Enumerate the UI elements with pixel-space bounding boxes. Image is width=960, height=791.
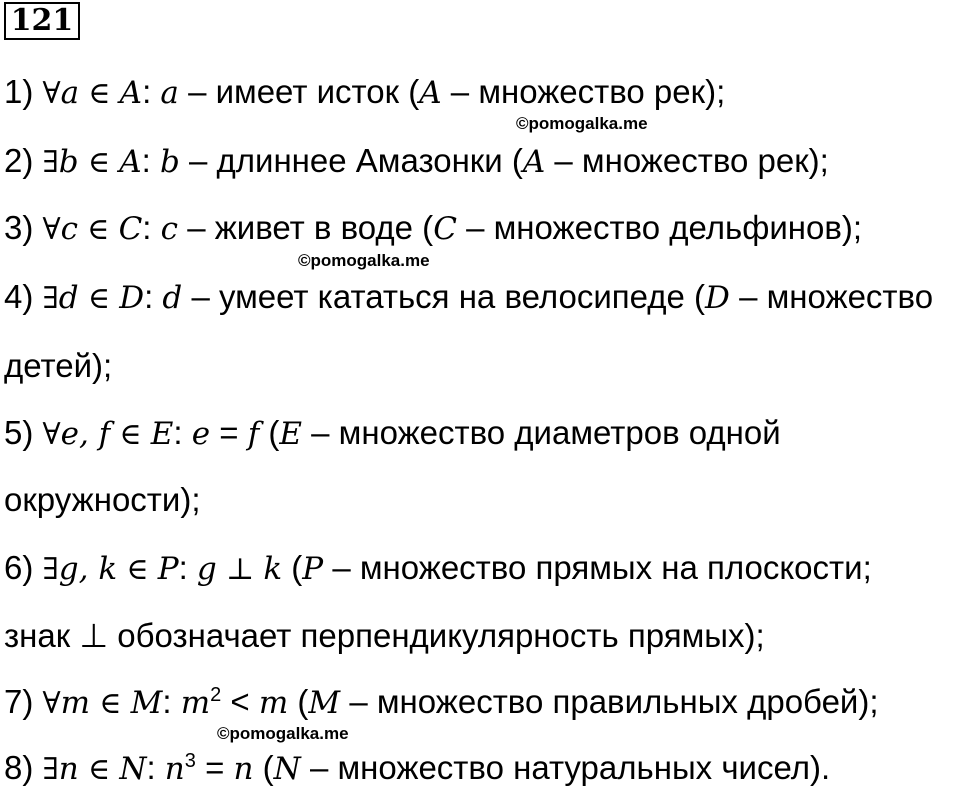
item-5: 5) ∀e, f ∈ E: e = f (E – множество диаметров одной: [4, 414, 781, 452]
item-3: 3) ∀c ∈ C: c – живет в воде (C – множество дельфинов);: [4, 209, 863, 247]
problem-number: 121: [4, 2, 80, 40]
watermark: ©pomogalka.me: [298, 251, 430, 270]
item-5-continuation: окружности);: [4, 481, 201, 518]
item-2: 2) ∃b ∈ A: b – длиннее Амазонки (A – множество рек);: [4, 142, 829, 180]
item-7: 7) ∀m ∈ M: $m^2 < m$ (M – множество правильных дробей);: [4, 683, 879, 721]
item-6: 6) ∃g, k ∈ P: g ⊥ k (P – множество прямых на плоскости;: [4, 549, 872, 587]
item-1: 1) ∀a ∈ A: a – имеет исток (A – множество рек);: [4, 73, 726, 111]
watermark: ©pomogalka.me: [516, 114, 648, 133]
item-4: 4) ∃d ∈ D: d – умеет кататься на велосипеде (D – множество: [4, 278, 934, 316]
watermark: ©pomogalka.me: [217, 724, 349, 743]
item-8: 8) ∃n ∈ N: $n^3 = n$ (N – множество натуральных чисел).: [4, 749, 831, 787]
item-6-continuation: знак ⊥ обозначает перпендикулярность прямых);: [4, 617, 765, 654]
item-4-continuation: детей);: [4, 347, 113, 384]
